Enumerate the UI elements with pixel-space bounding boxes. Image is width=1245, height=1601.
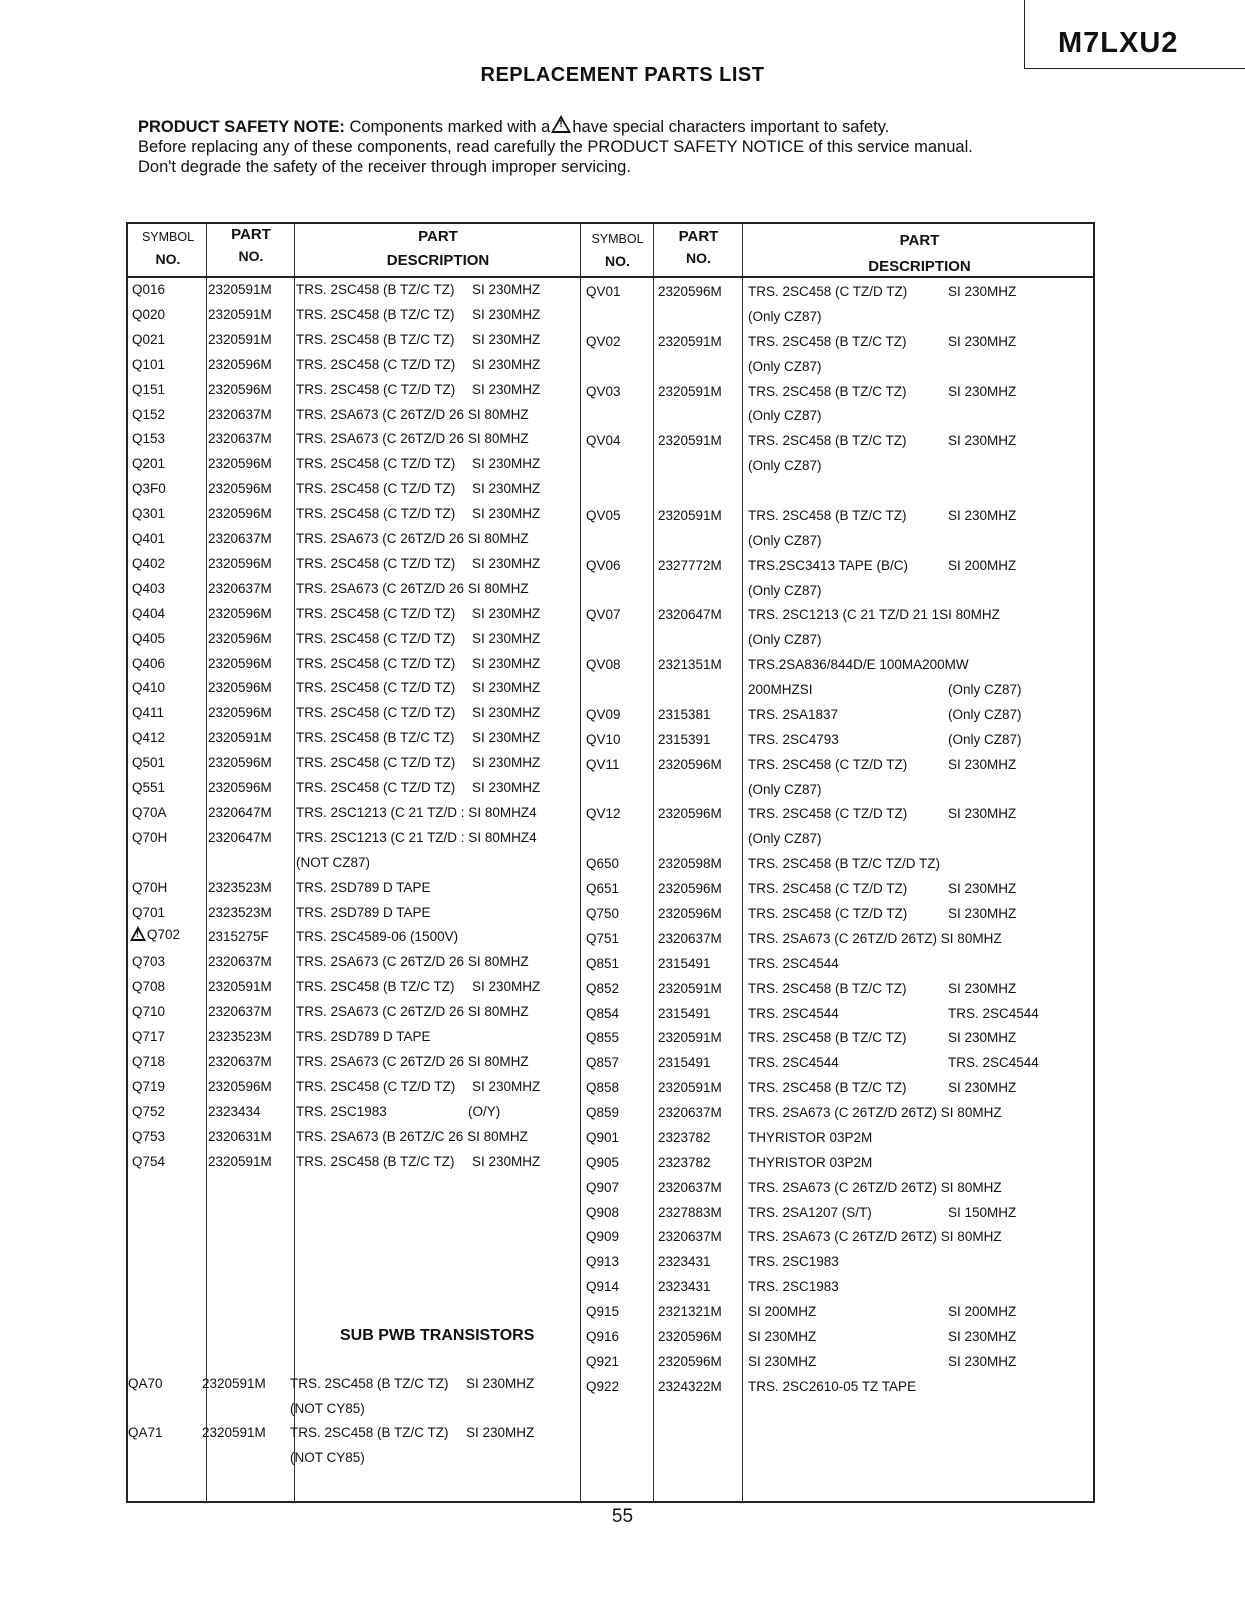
part-no: 2323434 — [208, 1103, 261, 1119]
part-description: THYRISTOR 03P2M — [748, 1129, 873, 1145]
symbol-no: Q301 — [132, 506, 166, 522]
symbol-no: Q016 — [132, 282, 166, 297]
part-spec: SI 230MHZ — [948, 333, 1017, 349]
part-spec: SI 230MHZ — [472, 730, 541, 746]
part-no: 2320596M — [208, 481, 272, 497]
part-no: 2323782 — [658, 1154, 711, 1170]
part-spec: SI 150MHZ — [948, 1204, 1017, 1220]
part-no: 2320596M — [208, 780, 272, 795]
symbol-no: Q708 — [132, 979, 166, 995]
part-spec: SI 230MHZ — [472, 331, 541, 347]
part-spec: SI 230MHZ — [466, 1425, 535, 1440]
part-description: (NOT CY85) — [290, 1400, 365, 1416]
part-no: 2327883M — [658, 1204, 722, 1220]
symbol-no: Q101 — [132, 356, 166, 372]
part-description: TRS. 2SC458 (B TZ/C TZ) — [296, 306, 455, 322]
part-description: TRS. 2SA673 (C 26TZ/D 26TZ) SI 80MHZ — [748, 930, 1002, 946]
model-number: M7LXU2 — [1058, 27, 1179, 59]
part-no: 2327772M — [658, 557, 722, 573]
part-no: 2315491 — [658, 1005, 711, 1021]
symbol-no: Q751 — [586, 930, 620, 946]
safety-note-line-3: Don't degrade the safety of the receiver through improper servicing. — [138, 158, 631, 176]
part-no: 2320596M — [658, 1328, 722, 1344]
part-no: 2320591M — [658, 333, 722, 349]
part-description: TRS. 2SC4544 — [748, 955, 839, 971]
safety-note-line-2: Before replacing any of these components, read carefully the PRODUCT SAFETY NOTICE of this service manual. — [138, 138, 973, 156]
part-no: 2321351M — [658, 657, 722, 673]
part-description: TRS. 2SA1207 (S/T) — [748, 1204, 872, 1220]
symbol-no: Q411 — [132, 705, 165, 721]
part-description: TRS. 2SA673 (C 26TZ/D 26 SI 80MHZ — [296, 580, 529, 596]
part-description: TRS. 2SC458 (B TZ/C TZ) — [290, 1376, 449, 1391]
part-no: 2320631M — [208, 1128, 272, 1144]
part-description: TRS. 2SC458 (C TZ/D TZ) — [296, 456, 456, 472]
col-divider — [206, 224, 207, 1501]
symbol-no: QV07 — [586, 607, 621, 623]
part-description: (Only CZ87) — [748, 632, 822, 648]
part-description: TRS. 2SC458 (B TZ/C TZ) — [748, 1030, 907, 1046]
part-description: (Only CZ87) — [748, 781, 822, 797]
part-no: 2320637M — [208, 1004, 272, 1020]
symbol-no: Q501 — [132, 755, 166, 771]
symbol-no: Q854 — [586, 1005, 620, 1021]
part-description: TRS. 2SC1213 (C 21 TZ/D 21 1SI 80MHZ — [748, 607, 1000, 623]
part-no: 2320637M — [208, 406, 272, 422]
symbol-no: Q719 — [132, 1078, 166, 1094]
part-description: TRS. 2SC458 (B TZ/C TZ) — [748, 980, 907, 996]
part-description: TRS. 2SC458 (C TZ/D TZ) — [748, 906, 908, 921]
part-no: 2323782 — [658, 1129, 711, 1145]
part-description: TRS. 2SC458 (C TZ/D TZ) — [296, 381, 456, 397]
symbol-no: Q3F0 — [132, 481, 166, 497]
part-description: TRS. 2SC458 (C TZ/D TZ) — [296, 780, 456, 795]
symbol-no: QV05 — [586, 507, 621, 523]
part-description: TRS. 2SC4544 — [748, 1055, 839, 1071]
part-no: 2315491 — [658, 955, 711, 971]
symbol-no: Q551 — [132, 780, 166, 795]
part-description: TRS. 2SC458 (C TZ/D TZ) — [296, 755, 456, 771]
part-description: TRS. 2SC458 (B TZ/C TZ) — [748, 333, 907, 349]
part-description: TRS. 2SC458 (B TZ/C TZ) — [748, 433, 907, 449]
part-no: 2323523M — [208, 904, 272, 920]
part-no: 2315275F — [208, 929, 269, 945]
symbol-no: QV06 — [586, 557, 621, 573]
part-description: TRS. 2SC458 (B TZ/C TZ) — [296, 331, 455, 347]
part-spec: SI 230MHZ — [948, 806, 1017, 822]
part-description: SI 230MHZ — [748, 1328, 817, 1344]
part-spec: SI 200MHZ — [948, 1304, 1017, 1320]
part-no: 2320591M — [208, 979, 272, 995]
part-no: 2323523M — [208, 1029, 272, 1044]
col-divider — [580, 224, 581, 1501]
symbol-no: Q754 — [132, 1153, 166, 1169]
symbol-no: Q901 — [586, 1129, 620, 1145]
part-description: TRS. 2SA673 (C 26TZ/D 26 SI 80MHZ — [296, 954, 529, 970]
part-no: 2320596M — [208, 506, 272, 522]
symbol-no: Q852 — [586, 980, 620, 996]
part-no: 2320596M — [658, 906, 722, 921]
symbol-no: Q703 — [132, 954, 166, 970]
symbol-no: Q412 — [132, 730, 166, 746]
part-description: SI 230MHZ — [748, 1353, 817, 1369]
header-symbol-left: SYMBOL NO. — [141, 230, 195, 267]
symbol-no: QV09 — [586, 706, 621, 722]
part-description: TRS. 2SC1983 — [296, 1103, 387, 1119]
part-description: (Only CZ87) — [748, 532, 822, 548]
part-description: TRS. 2SA673 (C 26TZ/D 26TZ) SI 80MHZ — [748, 1105, 1002, 1121]
part-spec: SI 230MHZ — [472, 456, 541, 472]
part-description: TRS. 2SC458 (C TZ/D TZ) — [748, 806, 908, 822]
part-spec: TRS. 2SC4544 — [948, 1005, 1039, 1021]
part-spec: SI 230MHZ — [472, 780, 541, 795]
part-no: 2320596M — [658, 881, 722, 897]
part-spec: SI 230MHZ — [948, 1353, 1017, 1369]
part-description: TRS. 2SC458 (C TZ/D TZ) — [748, 756, 908, 772]
safety-note-line-1 — [138, 115, 1098, 137]
symbol-no: Q651 — [586, 881, 620, 897]
part-no: 2324322M — [658, 1378, 722, 1394]
symbol-no: Q153 — [132, 431, 166, 447]
part-no: 2320591M — [208, 306, 272, 322]
symbol-no: QV08 — [586, 657, 621, 673]
part-no: 2320647M — [658, 607, 722, 623]
part-spec: SI 230MHZ — [472, 755, 541, 771]
part-description: TRS. 2SC458 (B TZ/C TZ) — [290, 1425, 449, 1440]
part-no: 2320591M — [658, 1080, 722, 1096]
symbol-no: Q406 — [132, 655, 166, 671]
symbol-no: QV11 — [586, 756, 620, 772]
header-description-left: PART DESCRIPTION — [386, 228, 490, 269]
part-description: TRS. 2SC458 (B TZ/C TZ) — [748, 507, 907, 523]
symbol-no: Q905 — [586, 1154, 620, 1170]
part-no: 2315391 — [658, 731, 711, 747]
part-spec: SI 230MHZ — [948, 881, 1017, 897]
part-no: 2320596M — [208, 605, 272, 621]
header-description-right: PART DESCRIPTION — [868, 232, 971, 275]
symbol-no: QV01 — [586, 284, 621, 299]
part-description: TRS. 2SC458 (B TZ/C TZ) — [296, 1153, 455, 1169]
part-spec: SI 230MHZ — [472, 381, 541, 397]
part-description: TRS. 2SC4589-06 (1500V) — [296, 929, 459, 945]
part-description: TRS. 2SC458 (C TZ/D TZ) — [748, 284, 908, 299]
part-spec: SI 230MHZ — [472, 605, 541, 621]
part-no: 2320596M — [208, 1078, 272, 1094]
part-description: TRS. 2SC458 (B TZ/C TZ) — [296, 979, 455, 995]
header-part-no-right: PART NO. — [678, 228, 719, 266]
part-description: TRS. 2SC1983 — [748, 1279, 839, 1295]
part-spec: SI 230MHZ — [948, 433, 1017, 449]
symbol-no: Q750 — [586, 906, 620, 921]
symbol-no: Q851 — [586, 955, 620, 971]
part-description: (Only CZ87) — [748, 308, 822, 324]
part-spec: SI 230MHZ — [472, 481, 541, 497]
part-spec: SI 230MHZ — [948, 1030, 1017, 1046]
part-no: 2320647M — [208, 829, 272, 845]
symbol-no: Q70H — [132, 829, 168, 845]
symbol-no: Q913 — [586, 1254, 620, 1270]
symbol-no: Q021 — [132, 331, 166, 347]
sub-pwb-title: SUB PWB TRANSISTORS — [340, 1327, 535, 1344]
part-description: (Only CZ87) — [748, 831, 822, 847]
part-no: 2320637M — [208, 580, 272, 596]
symbol-no: QV10 — [586, 731, 621, 747]
part-no: 2320637M — [658, 1229, 722, 1245]
page-title: REPLACEMENT PARTS LIST — [480, 64, 765, 86]
symbol-no: Q401 — [132, 531, 166, 546]
part-no: 2315491 — [658, 1055, 711, 1071]
symbol-no: Q201 — [132, 456, 166, 472]
part-no: 2320596M — [208, 705, 272, 721]
part-description: TRS. 2SC458 (B TZ/C TZ) — [748, 1080, 907, 1096]
symbol-no: Q718 — [132, 1053, 166, 1069]
part-description: TRS. 2SC1213 (C 21 TZ/D : SI 80MHZ4 — [296, 829, 537, 845]
part-description: TRS. 2SC2610-05 TZ TAPE — [748, 1378, 917, 1394]
part-description: (NOT CZ87) — [296, 854, 371, 870]
part-description: TRS. 2SD789 D TAPE — [296, 1029, 431, 1044]
symbol-no: Q855 — [586, 1030, 620, 1046]
part-description: TRS. 2SA673 (C 26TZ/D 26TZ) SI 80MHZ — [748, 1229, 1002, 1245]
part-no: 2320637M — [208, 954, 272, 970]
part-no: 2320591M — [202, 1376, 266, 1391]
symbol-no: Q908 — [586, 1204, 620, 1220]
part-spec: SI 230MHZ — [948, 284, 1017, 299]
part-spec: SI 230MHZ — [472, 705, 541, 721]
symbol-no: Q152 — [132, 406, 166, 422]
part-description: TRS. 2SC458 (C TZ/D TZ) — [296, 705, 456, 721]
part-spec: SI 230MHZ — [472, 1078, 541, 1094]
symbol-no: Q859 — [586, 1105, 620, 1121]
part-description: TRS. 2SC458 (C TZ/D TZ) — [296, 630, 456, 646]
part-description: TRS. 2SC458 (B TZ/C TZ) — [296, 282, 455, 297]
part-description: TRS. 2SD789 D TAPE — [296, 879, 431, 895]
symbol-no: !Q702 — [130, 926, 180, 943]
part-description: (Only CZ87) — [748, 458, 822, 474]
header-part-no-left: PART NO. — [231, 226, 271, 264]
part-spec: SI 200MHZ — [948, 557, 1017, 573]
symbol-no: Q405 — [132, 630, 166, 646]
page-number: 55 — [611, 1506, 634, 1527]
part-no: 2320596M — [208, 356, 272, 372]
part-description: TRS. 2SC458 (C TZ/D TZ) — [296, 356, 456, 372]
symbol-no: Q020 — [132, 306, 166, 322]
part-description: SI 200MHZ — [748, 1304, 817, 1320]
symbol-no: Q915 — [586, 1304, 620, 1320]
part-no: 2323431 — [658, 1279, 711, 1295]
part-description: (Only CZ87) — [748, 408, 822, 424]
part-description: TRS. 2SA1837 — [748, 706, 839, 722]
part-no: 2323523M — [208, 879, 272, 895]
part-spec: (O/Y) — [468, 1103, 501, 1119]
part-description: (Only CZ87) — [748, 582, 822, 598]
part-description: TRS. 2SC458 (B TZ/C TZ) — [296, 730, 455, 746]
part-no: 2321321M — [658, 1304, 722, 1320]
part-description: TRS.2SC3413 TAPE (B/C) — [748, 557, 909, 573]
part-description: THYRISTOR 03P2M — [748, 1154, 873, 1170]
part-no: 2320591M — [208, 282, 272, 297]
symbol-no: Q701 — [132, 904, 166, 920]
part-no: 2320596M — [208, 456, 272, 472]
symbol-no: Q70A — [132, 804, 167, 820]
part-description: TRS. 2SD789 D TAPE — [296, 904, 431, 920]
part-no: 2320591M — [208, 1153, 272, 1169]
part-no: 2320637M — [658, 930, 722, 946]
part-no: 2320591M — [658, 433, 722, 449]
part-spec: SI 230MHZ — [472, 979, 541, 995]
part-description: TRS. 2SA673 (C 26TZ/D 26 SI 80MHZ — [296, 531, 529, 546]
warning-triangle-icon — [551, 115, 571, 133]
part-no: 2320591M — [208, 331, 272, 347]
part-spec: SI 230MHZ — [472, 282, 541, 297]
part-description: TRS. 2SA673 (C 26TZ/D 26 SI 80MHZ — [296, 406, 529, 422]
part-description: TRS. 2SA673 (C 26TZ/D 26 SI 80MHZ — [296, 1053, 529, 1069]
part-no: 2320598M — [658, 856, 722, 872]
part-no: 2320637M — [208, 431, 272, 447]
symbol-no: QA71 — [128, 1425, 163, 1440]
symbol-no: Q857 — [586, 1055, 620, 1071]
part-no: 2320591M — [202, 1425, 266, 1440]
part-spec: SI 230MHZ — [472, 1153, 541, 1169]
part-description: TRS. 2SA673 (B 26TZ/C 26 SI 80MHZ — [296, 1128, 528, 1144]
part-no: 2320596M — [208, 555, 272, 571]
symbol-no: Q70H — [132, 879, 168, 895]
symbol-no: Q710 — [132, 1004, 166, 1020]
part-description: TRS. 2SC458 (C TZ/D TZ) — [748, 881, 908, 897]
part-description: 200MHZSI — [748, 682, 813, 698]
part-spec: SI 230MHZ — [948, 1328, 1017, 1344]
symbol-no: QV04 — [586, 433, 621, 449]
part-no: 2320596M — [658, 1353, 722, 1369]
safety-note-text-b: have special characters important to safety. — [572, 118, 890, 136]
part-no: 2320596M — [658, 284, 722, 299]
part-no: 2320596M — [658, 756, 722, 772]
symbol-no: Q752 — [132, 1103, 166, 1119]
part-spec: SI 230MHZ — [466, 1376, 535, 1391]
part-description: TRS.2SA836/844D/E 100MA200MW — [748, 657, 969, 673]
part-no: 2320637M — [658, 1179, 722, 1195]
symbol-no: Q909 — [586, 1229, 620, 1245]
symbol-no: QV12 — [586, 806, 621, 822]
part-description: TRS. 2SC458 (C TZ/D TZ) — [296, 655, 456, 671]
part-spec: SI 230MHZ — [948, 756, 1017, 772]
col-divider — [742, 224, 743, 1501]
part-no: 2323431 — [658, 1254, 711, 1270]
symbol-no: Q151 — [132, 381, 166, 397]
safety-note-label: PRODUCT SAFETY NOTE: — [138, 118, 345, 136]
part-description: TRS. 2SC1983 — [748, 1254, 839, 1270]
part-no: 2320591M — [658, 980, 722, 996]
warning-triangle-icon — [130, 926, 146, 941]
part-no: 2320591M — [658, 1030, 722, 1046]
part-description: TRS. 2SC458 (C TZ/D TZ) — [296, 481, 456, 497]
symbol-no: QA70 — [128, 1376, 163, 1391]
part-no: 2320596M — [658, 806, 722, 822]
symbol-no: Q914 — [586, 1279, 620, 1295]
part-no: 2320591M — [658, 383, 722, 399]
symbol-no: Q916 — [586, 1328, 620, 1344]
part-description: TRS. 2SC458 (C TZ/D TZ) — [296, 605, 456, 621]
part-no: 2320591M — [658, 507, 722, 523]
part-description: TRS. 2SC458 (C TZ/D TZ) — [296, 680, 456, 696]
part-description: TRS. 2SC458 (C TZ/D TZ) — [296, 1078, 456, 1094]
part-spec: SI 230MHZ — [472, 680, 541, 696]
part-description: TRS. 2SA673 (C 26TZ/D 26TZ) SI 80MHZ — [748, 1179, 1002, 1195]
part-no: 2315381 — [658, 706, 711, 722]
part-no: 2320591M — [208, 730, 272, 746]
part-spec: SI 230MHZ — [948, 980, 1017, 996]
part-no: 2320647M — [208, 804, 272, 820]
part-spec: SI 230MHZ — [472, 506, 541, 522]
part-spec: SI 230MHZ — [472, 306, 541, 322]
part-no: 2320596M — [208, 680, 272, 696]
parts-table — [126, 222, 1095, 1503]
part-no: 2320596M — [208, 755, 272, 771]
symbol-no: Q410 — [132, 680, 166, 696]
part-no: 2320596M — [208, 381, 272, 397]
part-description: TRS. 2SA673 (C 26TZ/D 26 SI 80MHZ — [296, 1004, 529, 1020]
symbol-no: Q858 — [586, 1080, 620, 1096]
symbol-no: Q753 — [132, 1128, 166, 1144]
part-spec: SI 230MHZ — [472, 356, 541, 372]
part-no: 2320637M — [658, 1105, 722, 1121]
part-description: (NOT CY85) — [290, 1449, 365, 1465]
safety-note-text-a: Components marked with a — [349, 118, 551, 136]
symbol-no: Q404 — [132, 605, 166, 621]
col-divider — [653, 224, 654, 1501]
part-spec: (Only CZ87) — [948, 706, 1022, 722]
part-spec: SI 230MHZ — [948, 906, 1017, 921]
part-no: 2320596M — [208, 655, 272, 671]
part-description: TRS. 2SC458 (B TZ/C TZ) — [748, 383, 907, 399]
header-divider — [128, 276, 1093, 278]
symbol-no: QV03 — [586, 383, 621, 399]
part-spec: (Only CZ87) — [948, 731, 1022, 747]
part-spec: (Only CZ87) — [948, 682, 1022, 698]
part-description: TRS. 2SC458 (C TZ/D TZ) — [296, 555, 456, 571]
symbol-no: Q921 — [586, 1353, 620, 1369]
symbol-no: Q717 — [132, 1029, 166, 1044]
header-symbol-right: SYMBOL NO. — [591, 232, 644, 269]
part-spec: TRS. 2SC4544 — [948, 1055, 1039, 1071]
part-spec: SI 230MHZ — [948, 1080, 1017, 1096]
part-description: TRS. 2SC458 (C TZ/D TZ) — [296, 506, 456, 522]
symbol-no: Q403 — [132, 580, 166, 596]
symbol-no: Q402 — [132, 555, 166, 571]
part-spec: SI 230MHZ — [948, 383, 1017, 399]
part-description: TRS. 2SC4793 — [748, 731, 839, 747]
symbol-no: Q907 — [586, 1179, 620, 1195]
part-no: 2320596M — [208, 630, 272, 646]
part-description: TRS. 2SC458 (B TZ/C TZ/D TZ) — [748, 856, 941, 872]
part-no: 2320637M — [208, 1053, 272, 1069]
part-description: (Only CZ87) — [748, 358, 822, 374]
part-no: 2320637M — [208, 531, 272, 546]
part-spec: SI 230MHZ — [472, 655, 541, 671]
symbol-no: Q922 — [586, 1378, 620, 1394]
part-spec: SI 230MHZ — [472, 630, 541, 646]
part-spec: SI 230MHZ — [472, 555, 541, 571]
col-divider — [294, 224, 295, 1501]
part-description: TRS. 2SA673 (C 26TZ/D 26 SI 80MHZ — [296, 431, 529, 447]
symbol-no: Q650 — [586, 856, 620, 872]
part-description: TRS. 2SC1213 (C 21 TZ/D : SI 80MHZ4 — [296, 804, 537, 820]
safety-note — [138, 115, 1098, 177]
symbol-no: QV02 — [586, 333, 621, 349]
part-spec: SI 230MHZ — [948, 507, 1017, 523]
part-description: TRS. 2SC4544 — [748, 1005, 839, 1021]
